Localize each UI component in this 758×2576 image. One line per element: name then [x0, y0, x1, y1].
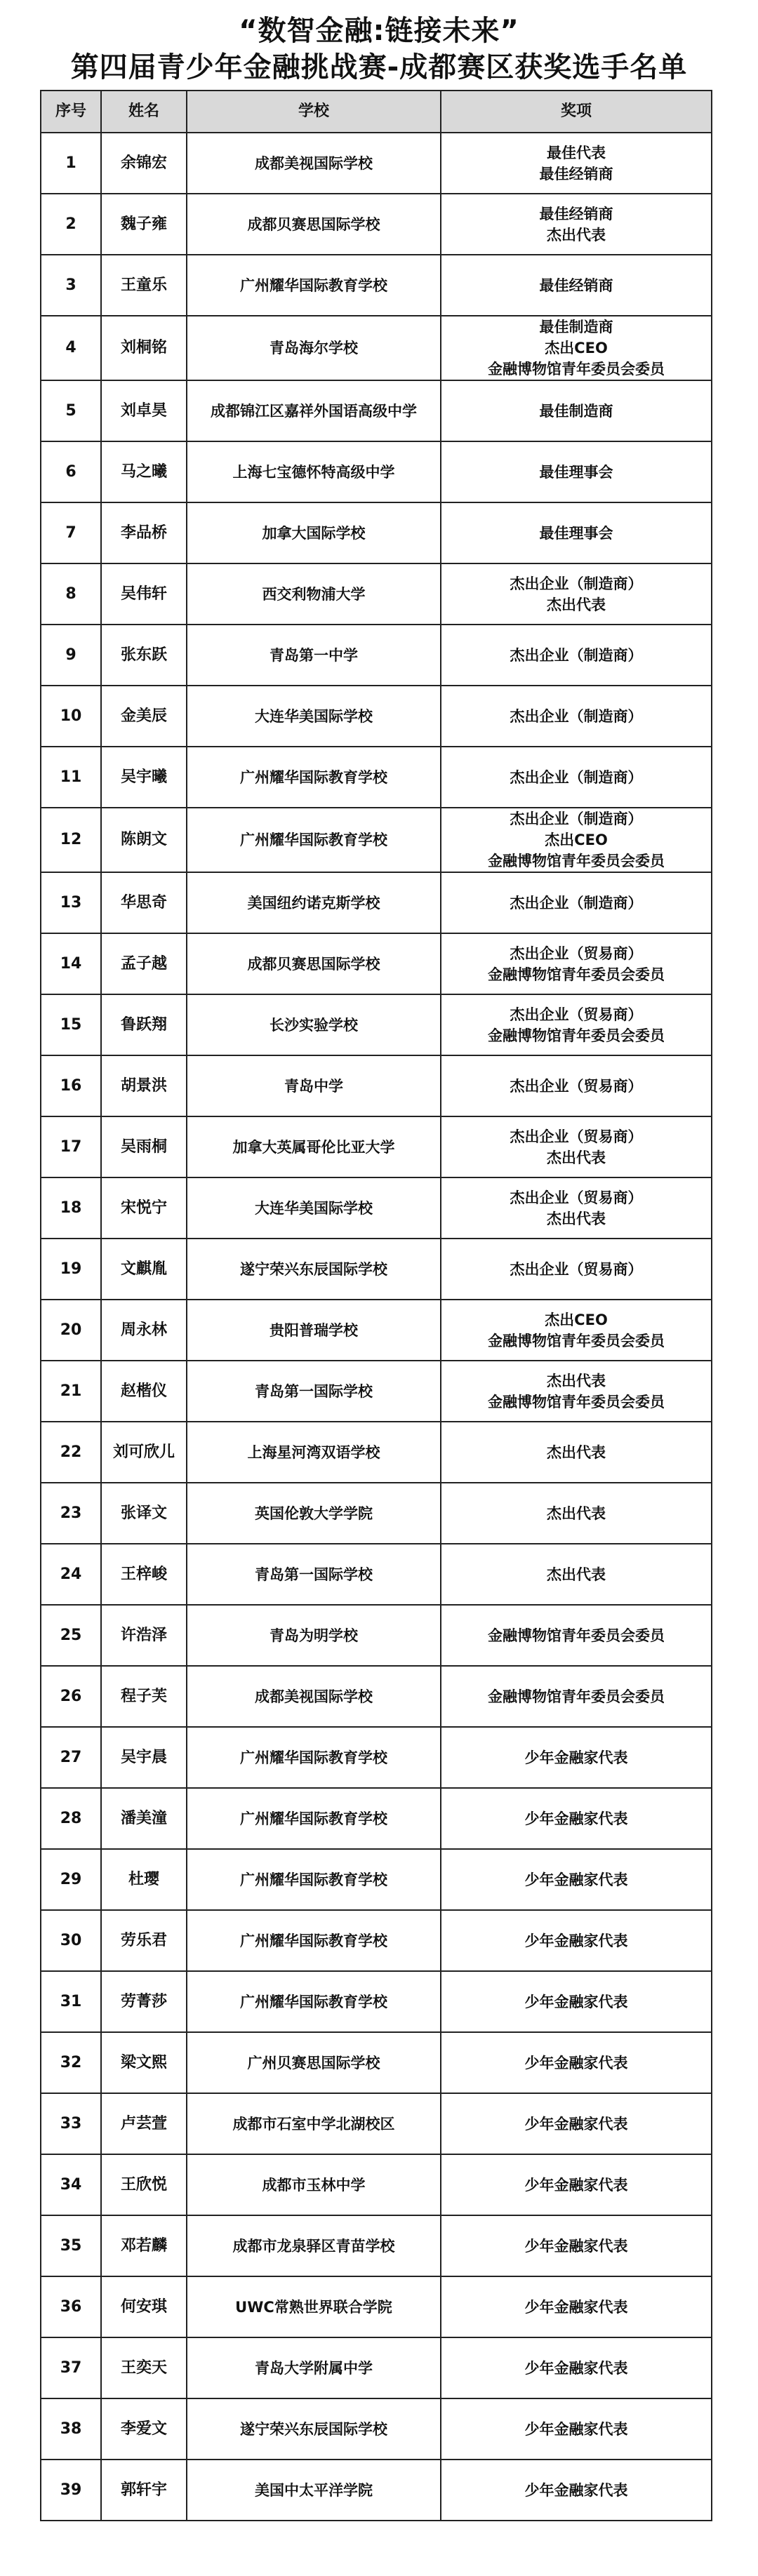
cell-name: 刘桐铭 [101, 316, 187, 380]
cell-school: 广州耀华国际教育学校 [187, 1788, 441, 1849]
cell-name: 吴雨桐 [101, 1116, 187, 1177]
cell-name: 许浩泽 [101, 1605, 187, 1666]
cell-school: 广州耀华国际教育学校 [187, 255, 441, 316]
table-row [41, 2032, 712, 2093]
header-name: 姓名 [101, 91, 187, 133]
cell-seq: 19 [41, 1239, 101, 1300]
cell-award [441, 563, 712, 625]
award-line: 金融博物馆青年委员会委员 [488, 966, 665, 983]
award-line: 少年金融家代表 [524, 2176, 628, 2194]
cell-award [441, 747, 712, 808]
cell-name: 陈朗文 [101, 808, 187, 872]
award-line: 杰出CEO [545, 340, 608, 356]
cell-name: 张译文 [101, 1483, 187, 1544]
cell-award [441, 2032, 712, 2093]
cell-school: 成都美视国际学校 [187, 133, 441, 194]
cell-seq: 8 [41, 563, 101, 625]
title-slogan: “数智金融:链接未来” [239, 15, 519, 47]
table-row [41, 133, 712, 194]
title-main: 第四届青少年金融挑战赛-成都赛区获奖选手名单 [70, 51, 688, 84]
cell-award [441, 1483, 712, 1544]
cell-name: 郭轩宇 [101, 2460, 187, 2521]
table-row [41, 994, 712, 1055]
cell-school: 美国中太平洋学院 [187, 2460, 441, 2521]
header-award: 奖项 [441, 91, 712, 133]
cell-award [441, 1910, 712, 1971]
cell-award [441, 1605, 712, 1666]
cell-school: 加拿大英属哥伦比亚大学 [187, 1116, 441, 1177]
cell-award [441, 1666, 712, 1727]
cell-name: 李品桥 [101, 502, 187, 563]
cell-seq: 36 [41, 2276, 101, 2337]
table-row [41, 1361, 712, 1422]
cell-school: 加拿大国际学校 [187, 502, 441, 563]
table-row [41, 1727, 712, 1788]
cell-school: 青岛海尔学校 [187, 316, 441, 380]
award-line: 少年金融家代表 [524, 2237, 628, 2255]
table-row [41, 1177, 712, 1239]
cell-seq: 12 [41, 808, 101, 872]
cell-school: 西交利物浦大学 [187, 563, 441, 625]
cell-school: 广州耀华国际教育学校 [187, 747, 441, 808]
cell-name: 刘卓昊 [101, 380, 187, 441]
cell-school: 广州耀华国际教育学校 [187, 1971, 441, 2032]
award-line: 最佳理事会 [539, 463, 613, 481]
cell-seq: 1 [41, 133, 101, 194]
table-row [41, 2093, 712, 2154]
cell-seq: 21 [41, 1361, 101, 1422]
award-line: 杰出企业（制造商） [510, 768, 643, 786]
cell-school: 成都市石室中学北湖校区 [187, 2093, 441, 2154]
cell-seq: 38 [41, 2398, 101, 2460]
award-line: 金融博物馆青年委员会委员 [488, 1027, 665, 1044]
cell-award [441, 1300, 712, 1361]
table-row [41, 255, 712, 316]
award-line: 金融博物馆青年委员会委员 [488, 853, 665, 869]
award-line: 杰出CEO [545, 1311, 608, 1328]
cell-name: 潘美潼 [101, 1788, 187, 1849]
cell-award [441, 502, 712, 563]
cell-award [441, 2276, 712, 2337]
cell-award [441, 933, 712, 994]
cell-name: 王梓峻 [101, 1544, 187, 1605]
award-line: 最佳经销商 [539, 165, 613, 182]
cell-award [441, 808, 712, 872]
award-line: 最佳代表 [547, 144, 606, 161]
award-line: 少年金融家代表 [524, 2115, 628, 2133]
cell-seq: 33 [41, 2093, 101, 2154]
cell-award [441, 1422, 712, 1483]
cell-name: 杜璎 [101, 1849, 187, 1910]
award-line: 少年金融家代表 [524, 1810, 628, 1827]
table-row [41, 316, 712, 380]
cell-award [441, 316, 712, 380]
cell-school: 青岛为明学校 [187, 1605, 441, 1666]
award-line: 金融博物馆青年委员会委员 [488, 1332, 665, 1349]
cell-name: 文麒胤 [101, 1239, 187, 1300]
table-row [41, 441, 712, 502]
table-row [41, 1422, 712, 1483]
cell-seq: 3 [41, 255, 101, 316]
award-line: 少年金融家代表 [524, 1932, 628, 1949]
award-line: 杰出代表 [547, 1372, 606, 1389]
cell-school: 贵阳普瑞学校 [187, 1300, 441, 1361]
cell-award [441, 1727, 712, 1788]
cell-name: 劳乐君 [101, 1910, 187, 1971]
cell-award [441, 1788, 712, 1849]
cell-award [441, 872, 712, 933]
cell-award [441, 2460, 712, 2521]
table-row [41, 1788, 712, 1849]
cell-school: 美国纽约诺克斯学校 [187, 872, 441, 933]
cell-school: 上海七宝德怀特高级中学 [187, 441, 441, 502]
cell-school: 成都锦江区嘉祥外国语高级中学 [187, 380, 441, 441]
award-winners-table [40, 90, 712, 2521]
award-line: 杰出代表 [547, 1443, 606, 1461]
cell-seq: 5 [41, 380, 101, 441]
cell-name: 刘可欣儿 [101, 1422, 187, 1483]
award-line: 杰出代表 [547, 1504, 606, 1522]
cell-school: 成都贝赛思国际学校 [187, 194, 441, 255]
award-line: 杰出代表 [547, 1210, 606, 1227]
award-line: 少年金融家代表 [524, 2481, 628, 2499]
cell-school: 青岛第一国际学校 [187, 1361, 441, 1422]
cell-name: 宋悦宁 [101, 1177, 187, 1239]
cell-seq: 30 [41, 1910, 101, 1971]
cell-seq: 2 [41, 194, 101, 255]
table-row [41, 1910, 712, 1971]
cell-award [441, 686, 712, 747]
cell-name: 程子芙 [101, 1666, 187, 1727]
cell-award [441, 133, 712, 194]
award-line: 杰出代表 [547, 1566, 606, 1583]
table-row [41, 1605, 712, 1666]
cell-name: 鲁跃翔 [101, 994, 187, 1055]
cell-seq: 22 [41, 1422, 101, 1483]
cell-name: 邓若麟 [101, 2215, 187, 2276]
cell-school: 广州贝赛思国际学校 [187, 2032, 441, 2093]
award-line: 少年金融家代表 [524, 1871, 628, 1888]
table-row [41, 2398, 712, 2460]
cell-award [441, 1361, 712, 1422]
cell-seq: 37 [41, 2337, 101, 2398]
table-row [41, 2154, 712, 2215]
cell-seq: 7 [41, 502, 101, 563]
award-line: 少年金融家代表 [524, 1749, 628, 1766]
cell-school: 广州耀华国际教育学校 [187, 1849, 441, 1910]
award-line: 杰出企业（制造商） [510, 575, 643, 592]
award-line: 金融博物馆青年委员会委员 [488, 1688, 665, 1705]
cell-name: 魏子雍 [101, 194, 187, 255]
award-line: 杰出企业（制造商） [510, 707, 643, 725]
cell-name: 胡景洪 [101, 1055, 187, 1116]
cell-name: 张东跃 [101, 625, 187, 686]
cell-name: 吴伟轩 [101, 563, 187, 625]
cell-name: 梁文熙 [101, 2032, 187, 2093]
cell-name: 何安琪 [101, 2276, 187, 2337]
table-row [41, 194, 712, 255]
cell-name: 卢芸萱 [101, 2093, 187, 2154]
cell-award [441, 1849, 712, 1910]
award-line: 杰出代表 [547, 226, 606, 243]
table-row [41, 808, 712, 872]
award-line: 杰出代表 [547, 596, 606, 613]
award-line: 杰出CEO [545, 832, 608, 848]
cell-award [441, 1544, 712, 1605]
cell-award [441, 2154, 712, 2215]
table-row [41, 502, 712, 563]
award-line: 杰出代表 [547, 1149, 606, 1166]
cell-award [441, 255, 712, 316]
cell-name: 金美辰 [101, 686, 187, 747]
cell-seq: 11 [41, 747, 101, 808]
cell-name: 王童乐 [101, 255, 187, 316]
cell-school: 成都市龙泉驿区青苗学校 [187, 2215, 441, 2276]
table-row [41, 1055, 712, 1116]
cell-award [441, 1116, 712, 1177]
cell-school: 遂宁荣兴东辰国际学校 [187, 2398, 441, 2460]
table-row [41, 625, 712, 686]
cell-award [441, 2337, 712, 2398]
cell-seq: 17 [41, 1116, 101, 1177]
cell-seq: 18 [41, 1177, 101, 1239]
cell-school: 广州耀华国际教育学校 [187, 808, 441, 872]
award-line: 少年金融家代表 [524, 2359, 628, 2377]
cell-seq: 25 [41, 1605, 101, 1666]
cell-award [441, 1055, 712, 1116]
cell-name: 劳菁莎 [101, 1971, 187, 2032]
table-row [41, 2460, 712, 2521]
table-row [41, 1483, 712, 1544]
table-row [41, 872, 712, 933]
cell-seq: 4 [41, 316, 101, 380]
cell-name: 余锦宏 [101, 133, 187, 194]
cell-award [441, 194, 712, 255]
cell-seq: 31 [41, 1971, 101, 2032]
cell-school: 遂宁荣兴东辰国际学校 [187, 1239, 441, 1300]
cell-seq: 26 [41, 1666, 101, 1727]
cell-name: 吴宇曦 [101, 747, 187, 808]
table-row [41, 1300, 712, 1361]
cell-school: 青岛中学 [187, 1055, 441, 1116]
table-row [41, 1971, 712, 2032]
cell-school: 青岛第一国际学校 [187, 1544, 441, 1605]
cell-name: 孟子越 [101, 933, 187, 994]
table-row [41, 747, 712, 808]
cell-school: 广州耀华国际教育学校 [187, 1910, 441, 1971]
cell-award [441, 380, 712, 441]
cell-seq: 35 [41, 2215, 101, 2276]
cell-award [441, 441, 712, 502]
cell-school: 广州耀华国际教育学校 [187, 1727, 441, 1788]
cell-seq: 23 [41, 1483, 101, 1544]
table-row [41, 1666, 712, 1727]
award-line: 金融博物馆青年委员会委员 [488, 1627, 665, 1644]
cell-award [441, 994, 712, 1055]
award-line: 杰出企业（贸易商） [510, 1006, 643, 1023]
cell-seq: 24 [41, 1544, 101, 1605]
table-row [41, 2276, 712, 2337]
cell-school: 青岛大学附属中学 [187, 2337, 441, 2398]
award-line: 最佳制造商 [539, 319, 613, 335]
award-line: 最佳制造商 [539, 402, 613, 420]
cell-seq: 20 [41, 1300, 101, 1361]
cell-school: 成都美视国际学校 [187, 1666, 441, 1727]
cell-name: 王欣悦 [101, 2154, 187, 2215]
award-line: 杰出企业（贸易商） [510, 945, 643, 962]
table-row [41, 380, 712, 441]
cell-name: 王奕天 [101, 2337, 187, 2398]
award-line: 少年金融家代表 [524, 1993, 628, 2010]
cell-school: 青岛第一中学 [187, 625, 441, 686]
cell-award [441, 2215, 712, 2276]
award-line: 少年金融家代表 [524, 2420, 628, 2438]
cell-seq: 28 [41, 1788, 101, 1849]
cell-seq: 16 [41, 1055, 101, 1116]
cell-seq: 34 [41, 2154, 101, 2215]
cell-award [441, 1177, 712, 1239]
cell-award [441, 1239, 712, 1300]
award-line: 最佳经销商 [539, 276, 613, 294]
award-line: 杰出企业（制造商） [510, 810, 643, 827]
cell-seq: 6 [41, 441, 101, 502]
cell-school: 成都市玉林中学 [187, 2154, 441, 2215]
table-row [41, 933, 712, 994]
cell-seq: 15 [41, 994, 101, 1055]
cell-school: 大连华美国际学校 [187, 686, 441, 747]
cell-school: 大连华美国际学校 [187, 1177, 441, 1239]
table-row [41, 686, 712, 747]
cell-school: 成都贝赛思国际学校 [187, 933, 441, 994]
award-line: 少年金融家代表 [524, 2054, 628, 2071]
cell-award [441, 625, 712, 686]
award-line: 金融博物馆青年委员会委员 [488, 1393, 665, 1410]
award-line: 最佳经销商 [539, 205, 613, 222]
cell-name: 李爱文 [101, 2398, 187, 2460]
table-row [41, 1239, 712, 1300]
table-row [41, 1116, 712, 1177]
page-title [0, 13, 758, 86]
table-row [41, 563, 712, 625]
award-line: 杰出企业（贸易商） [510, 1128, 643, 1145]
cell-seq: 27 [41, 1727, 101, 1788]
table-row [41, 1544, 712, 1605]
award-line: 杰出企业（贸易商） [510, 1077, 643, 1095]
cell-seq: 32 [41, 2032, 101, 2093]
cell-name: 马之曦 [101, 441, 187, 502]
award-line: 杰出企业（贸易商） [510, 1189, 643, 1206]
cell-school: 英国伦敦大学学院 [187, 1483, 441, 1544]
award-line: 最佳理事会 [539, 524, 613, 542]
cell-award [441, 1971, 712, 2032]
cell-name: 周永林 [101, 1300, 187, 1361]
cell-school: UWC常熟世界联合学院 [187, 2276, 441, 2337]
cell-seq: 10 [41, 686, 101, 747]
table-body [41, 133, 712, 2521]
award-line: 杰出企业（制造商） [510, 894, 643, 912]
table-row [41, 2215, 712, 2276]
cell-seq: 9 [41, 625, 101, 686]
award-line: 杰出企业（制造商） [510, 646, 643, 664]
award-line: 金融博物馆青年委员会委员 [488, 361, 665, 378]
cell-award [441, 2398, 712, 2460]
table-row [41, 2337, 712, 2398]
cell-award [441, 2093, 712, 2154]
award-line: 少年金融家代表 [524, 2298, 628, 2316]
cell-seq: 29 [41, 1849, 101, 1910]
cell-name: 赵楷仪 [101, 1361, 187, 1422]
cell-seq: 13 [41, 872, 101, 933]
cell-seq: 39 [41, 2460, 101, 2521]
cell-seq: 14 [41, 933, 101, 994]
header-school: 学校 [187, 91, 441, 133]
cell-school: 上海星河湾双语学校 [187, 1422, 441, 1483]
cell-name: 吴宇晨 [101, 1727, 187, 1788]
cell-name: 华思奇 [101, 872, 187, 933]
award-line: 杰出企业（贸易商） [510, 1260, 643, 1278]
header-seq: 序号 [41, 91, 101, 133]
table-row [41, 1849, 712, 1910]
cell-school: 长沙实验学校 [187, 994, 441, 1055]
table-header-row [41, 91, 712, 133]
